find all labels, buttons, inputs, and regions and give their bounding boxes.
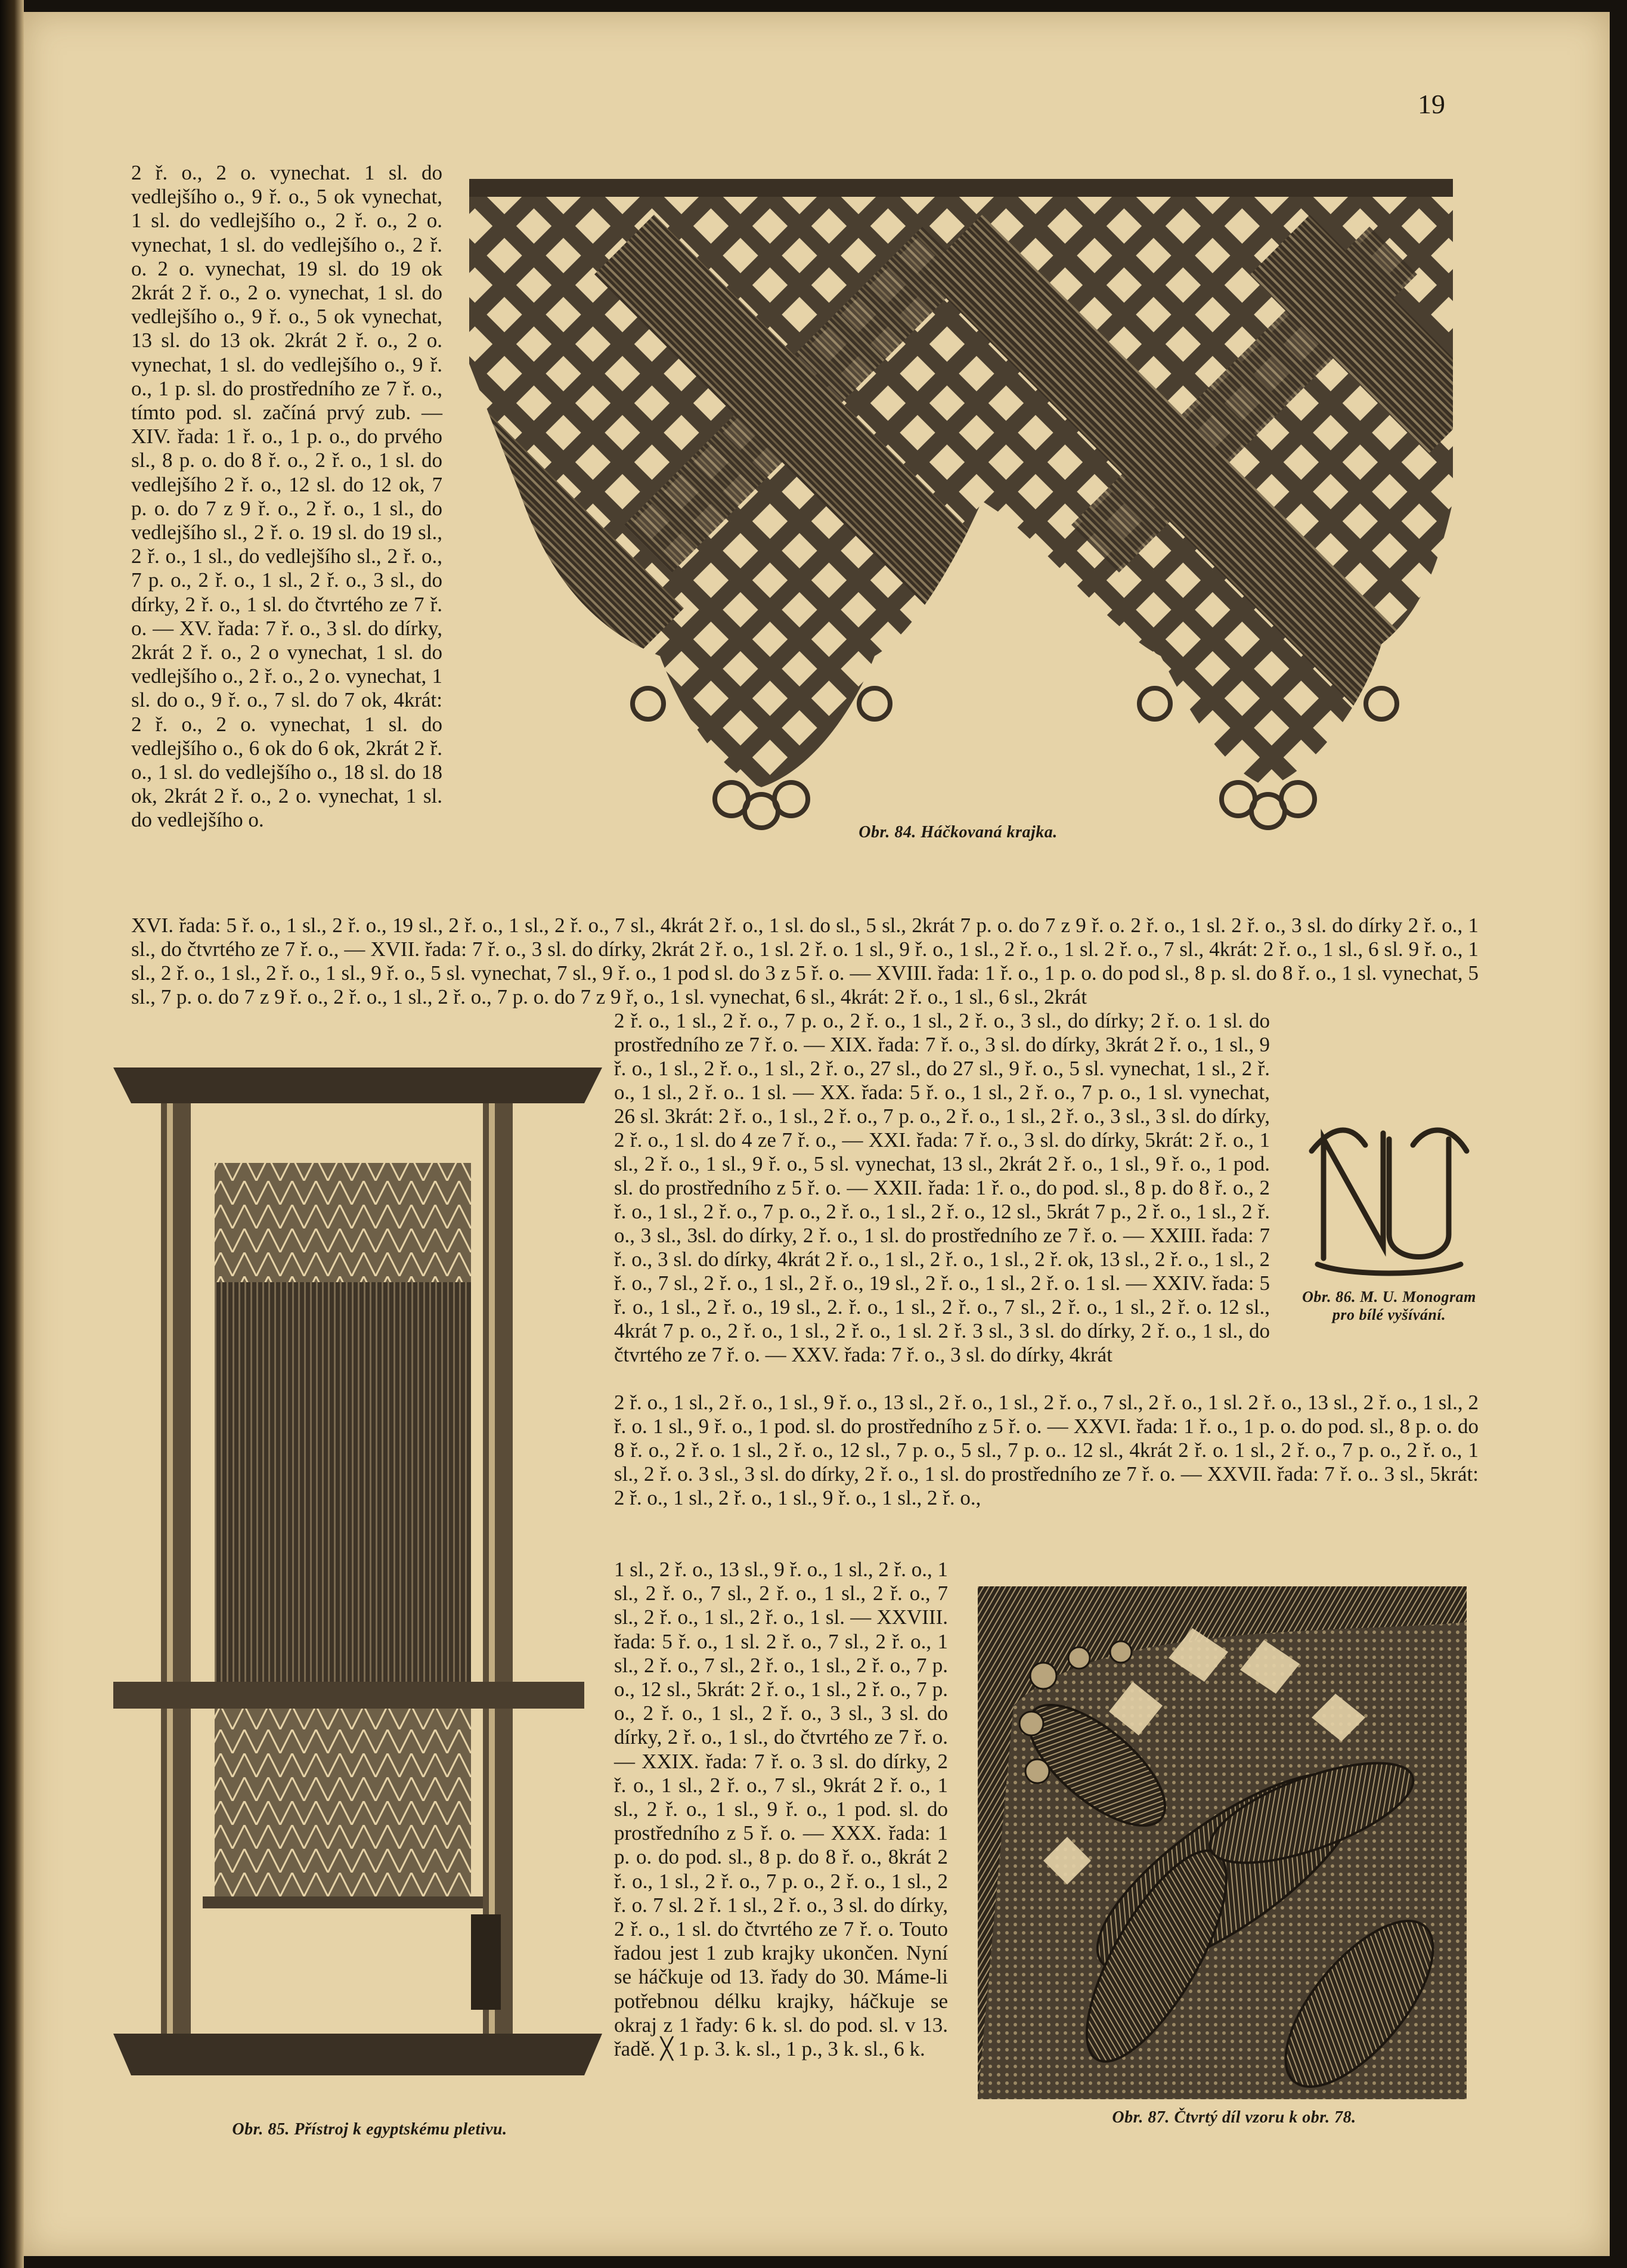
paragraph-rows-xxv-xxvii: 2 ř. o., 1 sl., 2 ř. o., 1 sl., 9 ř. o., 13 sl., 2 ř. o., 1 sl., 2 ř. o., 7 sl., 2 ř. o., 1 sl. 2 ř. o., 13 sl., 2 ř. o., 1 sl., 2 ř. o. 1 sl., 9 ř. o., 1 pod. sl. do prostředního z 5 ř. o. — XXVI. řada: 1 ř. o., 1 p. o. do pod. sl., 8 p. o. do 8 ř. o., 2 ř. o. 1 sl., 2 ř. o., 12 sl., 7 p. o., 5 sl., 7 p. o.. 12 sl., 4krát 2 ř. o. 1 sl., 2 ř. o., 7 p. o., 2 ř. o., 1 sl., 2 ř. o. 3 sl., 3 sl. do dírky, 2 ř. o., 1 sl. do prostředního ze 7 ř. o. — XXVII. řada: 7 ř. o.. 3 sl., 5krát: 2 ř. o., 1 sl., 2 ř. o., 1 sl., 9 ř. o., 1 sl., 2 ř. o.,	[614, 1391, 1479, 1509]
text-block-lower-wide	[614, 1391, 1479, 1510]
lace-corner-illustration	[978, 1586, 1467, 2099]
crochet-lace-illustration	[445, 167, 1459, 847]
figure-84-crochet-lace	[445, 167, 1459, 847]
paragraph-rows-xvi-xviii: XVI. řada: 5 ř. o., 1 sl., 2 ř. o., 19 sl., 2 ř. o., 1 sl., 2 ř. o., 7 sl., 4krát 2 ř. o., 1 sl. do sl., 5 sl., 2krát 7 p. o. do 7 z 9 ř. o. 2 ř. o., 1 sl. 2 ř. o., 3 sl. do dírky 2 ř. o., 1 sl., do čtvrtého ze 7 ř. o., — XVII. řada: 7 ř. o., 3 sl. do dírky, 2krát 2 ř. o., 1 sl. 2 ř. o. 1 sl., 9 ř. o., 1 sl., 2 ř. o., 1 sl. 2 ř. o., 7 sl., 4krát: 2 ř. o., 1 sl., 6 sl. 9 ř. o., 1 sl., 2 ř. o., 1 sl., 2 ř. o., 1 sl., 9 ř. o., 5 sl. vynechat, 7 sl., 9 ř. o., 1 pod sl. do 3 z 5 ř. o. — XVIII. řada: 1 ř. o., 1 p. o. do pod sl., 8 p. sl. do 8 ř. o., 1 sl. vynechat, 5 sl., 7 p. o. do 7 z 9 ř. o., 2 ř. o., 1 sl., 2 ř. o., 7 p. o. do 7 z 9 ř, o., 1 sl. vynechat, 6 sl., 4krát: 2 ř. o., 1 sl., 6 sl., 2krát	[131, 914, 1479, 1008]
figure-87-number: Obr. 87.	[1112, 2108, 1170, 2127]
text-column-bottom-narrow	[614, 1558, 948, 2061]
paragraph-rows-xviii-xxv: 2 ř. o., 1 sl., 2 ř. o., 7 p. o., 2 ř. o., 1 sl., 2 ř. o., 3 sl., do dírky; 2 ř. o. 1 sl. do prostředního ze 7 ř. o. — XIX. řada: 7 ř. o., 3 sl. do dírky, 3krát 2 ř. o., 1 sl., 9 ř. o., 1 sl., 2 ř. o., 1 sl., 2 ř. o., 27 sl., do 27 sl., 9 ř. o., 5 sl. vynechat, 1 sl., 2 ř. o., 1 sl., 2 ř. o.. 1 sl. — XX. řada: 5 ř. o., 1 sl., 2 ř. o., 7 p. o., 1 sl. vynechat, 26 sl. 3krát: 2 ř. o., 1 sl., 2 ř. o., 7 p. o., 2 ř. o., 1 sl., 2 ř. o., 3 sl., 3 sl. do dírky, 2 ř. o., 1 sl. do 4 ze 7 ř. o., — XXI. řada: 7 ř. o., 3 sl. do dírky, 5krát: 2 ř. o., 1 sl., 2 ř. o., 1 sl., 9 ř. o., 5 sl. vynechat, 13 sl., 2krát 2 ř. o., 1 sl., 9 ř. o., 1 pod. sl. do prostředního z 5 ř. o. — XXII. řada: 1 ř. o., do pod. sl., 8 p. do 8 ř. o., 2 ř. o., 1 sl., 2 ř. o., 7 p. o., 2 ř. o., 1 sl., 2 ř. o., 12 sl., 5krát 7 p., 2 ř. o., 1 sl., 2 ř. o., 3 sl., 3sl. do dírky, 2 ř. o., 1 sl. do prostředního ze 7 ř. o. — XXIII. řada: 7 ř. o., 3 sl. do dírky, 4krát 2 ř. o., 1 sl., 2 ř. o., 1 sl., 2 ř. ok, 13 sl., 2 ř. o., 1 sl., 2 ř. o., 7 sl., 2 ř. o., 1 sl., 2 ř. o., 19 sl., 2 ř. o., 1 sl., 2 ř. o. 1 sl. — XXIV. řada: 5 ř. o., 1 sl., 2 ř. o., 19 sl., 2. ř. o., 1 sl., 2 ř. o., 7 sl., 2 ř. o., 1 sl., 2 ř. o. 12 sl., 4krát 7 p. o., 2 ř. o., 1 sl., 2 ř. o., 1 sl. 2 ř. 3 sl., 3 sl. do dírky, 2 ř. o., 1 sl., do čtvrtého ze 7 ř. o. — XXV. řada: 7 ř. o., 3 sl. do dírky, 4krát	[614, 1009, 1270, 1366]
figure-85-weaving-frame	[113, 1062, 602, 2159]
figure-87-title: Čtvrtý díl vzoru k obr. 78.	[1174, 2108, 1356, 2127]
previous-page-edge	[0, 0, 24, 2268]
weaving-frame-illustration	[113, 1062, 602, 2105]
text-column-middle	[614, 1009, 1270, 1367]
figure-86-caption	[1282, 1288, 1496, 1324]
figure-85-caption	[137, 2120, 602, 2139]
book-page	[24, 12, 1610, 2256]
text-block-full-width	[131, 914, 1479, 1009]
figure-85-title: Přístroj k egyptskému pletivu.	[294, 2120, 507, 2139]
figure-86-monogram	[1282, 1115, 1496, 1401]
figure-84-caption	[803, 823, 1113, 842]
paragraph-rows-xiii-xv: 2 ř. o., 2 o. vynechat. 1 sl. do vedlejšího o., 9 ř. o., 5 ok vynechat, 1 sl. do vedlejšího o., 2 ř. o., 2 o. vynechat, 1 sl. do vedlejšího o., 2 ř. o. 2 o. vynechat, 19 sl. do 19 ok 2krát 2 ř. o., 2 o. vynechat, 1 sl. do vedlejšího o., 9 ř. o., 5 ok vynechat, 13 sl. do 13 ok. 2krát 2 ř. o., 2 o. vynechat, 1 sl. do vedlejšího o., 9 ř. o., 1 p. sl. do prostředního ze 7 ř. o., tímto pod. sl. začíná prvý zub. — XIV. řada: 1 ř. o., 1 p. o., do prvého sl., 8 p. o. do 8 ř. o., 2 ř. o., 1 sl. do vedlejšího 2 ř. o., 12 sl. do 12 ok, 7 p. o. do 7 z 9 ř. o., 2 ř. o., 1 sl., do vedlejšího sl., 2 ř. o. 19 sl. do 19 sl., 2 ř. o., 1 sl., do vedlejšího sl., 2 ř. o., 7 p. o., 2 ř. o., 1 sl., 2 ř. o., 3 sl., do dírky, 2 ř. o., 1 sl. do čtvrtého ze 7 ř. o. — XV. řada: 7 ř. o., 3 sl. do dírky, 2krát 2 ř. o., 2 o vynechat, 1 sl. do vedlejšího o., 2 ř. o., 2 o. vynechat, 1 sl. do o., 9 ř. o., 7 sl. do 7 ok, 4krát: 2 ř. o., 2 o. vynechat, 1 sl. do vedlejšího o., 6 ok do 6 ok, 2krát 2 ř. o., 1 sl. do vedlejšího o., 18 sl. do 18 ok, 2krát 2 ř. o., 2 o. vynechat, 1 sl. do vedlejšího o.	[131, 161, 442, 832]
paragraph-rows-xxvii-xxx: 1 sl., 2 ř. o., 13 sl., 9 ř. o., 1 sl., 2 ř. o., 1 sl., 2 ř. o., 7 sl., 2 ř. o., 1 sl., 2 ř. o., 7 sl., 2 ř. o., 1 sl., 2 ř. o., 1 sl. — XXVIII. řada: 5 ř. o., 1 sl. 2 ř. o., 7 sl., 2 ř. o., 1 sl., 2 ř. o., 7 sl., 2 ř. o., 1 sl., 2 ř. o., 7 p. o., 12 sl., 5krát: 2 ř. o., 1 sl., 2 ř. o., 7 p. o., 2 ř. o., 1 sl., 2 ř. o., 3 sl., 3 sl. do dírky, 2 ř. o., 1 sl., do čtvrtého ze 7 ř. o. — XXIX. řada: 7 ř. o. 3 sl. do dírky, 2 ř. o., 1 sl., 2 ř. o., 7 sl., 9krát 2 ř. o., 1 sl., 2 ř. o., 1 sl., 9 ř. o., 1 pod. sl. do prostředního z 5 ř. o. — XXX. řada: 1 p. o. do pod. sl., 8 p. do 8 ř. o., 8krát 2 ř. o., 1 sl., 2 ř. o., 7 p. o., 2 ř. o., 1 sl., 2 ř. o. 7 sl. 2 ř. 1 sl., 2 ř. o., 3 sl. do dírky, 2 ř. o., 1 sl. do čtvrtého ze 7 ř. o. Touto řadou jest 1 zub krajky ukončen. Nyní se háčkuje od 13. řady do 30. Máme-li potřebnou délku krajky, háčkuje se okraj z 1 řady: 6 k. sl. do pod. sl. v 13. řadě. ╳ 1 p. 3. k. sl., 1 p., 3 k. sl., 6 k.	[614, 1558, 948, 2061]
figure-85-number: Obr. 85.	[232, 2120, 290, 2139]
figure-86-title: pro bílé vyšívání.	[1332, 1306, 1446, 1323]
monogram-mu-illustration	[1300, 1115, 1479, 1282]
figure-87-pattern-quarter	[978, 1586, 1490, 2153]
page-number: 19	[1418, 89, 1445, 119]
figure-87-caption	[978, 2108, 1490, 2127]
text-column-top-left	[131, 161, 442, 833]
figure-86-number: Obr. 86. M. U. Monogram	[1302, 1288, 1476, 1305]
figure-84-title: Háčkovaná krajka.	[921, 823, 1058, 841]
figure-84-number: Obr. 84.	[859, 823, 916, 841]
